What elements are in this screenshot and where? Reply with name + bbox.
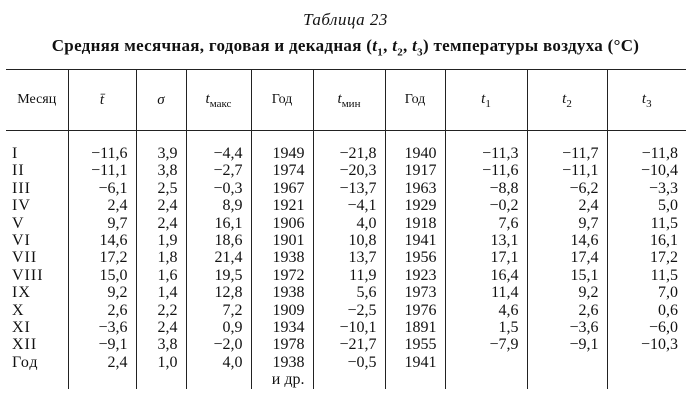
cell-tmax: 19,5 — [186, 267, 251, 284]
header-t2: $t_2$ — [527, 70, 607, 131]
cell-t2: 17,4 — [527, 249, 607, 266]
cell-year2: 1923 — [385, 267, 445, 284]
cell-tmax: 4,0 — [186, 354, 251, 371]
cell-t1: −11,3 — [445, 131, 527, 163]
cell-t2 — [527, 354, 607, 371]
cell-year1: 1967 — [251, 180, 313, 197]
title-t1: t — [372, 36, 378, 55]
title-sep2: , — [403, 36, 413, 55]
cell-t1: −7,9 — [445, 336, 527, 353]
cell-year2: 1940 — [385, 131, 445, 163]
cell-t3: −11,8 — [607, 131, 686, 163]
table-title — [0, 36, 691, 58]
cell-t1: 1,5 — [445, 319, 527, 336]
cell-tmean: 2,4 — [68, 354, 136, 371]
table-body — [6, 131, 686, 389]
cell-tmax: 12,8 — [186, 284, 251, 301]
header-sigma: σ — [136, 70, 186, 131]
cell-tmax: −0,3 — [186, 180, 251, 197]
cell-tmean: −11,1 — [68, 162, 136, 179]
cell-sigma: 2,2 — [136, 302, 186, 319]
header-t-mean: t̄ — [68, 70, 136, 131]
cell-tmin: 11,9 — [313, 267, 385, 284]
title-t2-sub: 2 — [397, 46, 404, 59]
cell-t1: −0,2 — [445, 197, 527, 214]
cell-tmean: −11,6 — [68, 131, 136, 163]
cell-sigma: 1,9 — [136, 232, 186, 249]
table-row — [6, 284, 686, 301]
title-sep1: , — [383, 36, 393, 55]
cell-t1: 17,1 — [445, 249, 527, 266]
title-t3: t — [412, 36, 418, 55]
cell-year2: 1941 — [385, 232, 445, 249]
cell-month: XI — [12, 319, 31, 337]
cell-month: III — [12, 179, 31, 197]
cell-t3: 16,1 — [607, 232, 686, 249]
table-row — [6, 336, 686, 353]
table-row — [6, 197, 686, 214]
cell-tmax: 21,4 — [186, 249, 251, 266]
cell-tmin: −10,1 — [313, 319, 385, 336]
temperature-table — [6, 69, 686, 389]
header-year-max: Год — [251, 70, 313, 131]
cell-tmin: 4,0 — [313, 215, 385, 232]
cell-t1: 16,4 — [445, 267, 527, 284]
cell-year1: 1938 — [251, 354, 313, 371]
cell-t2: 2,6 — [527, 302, 607, 319]
cell-t1: 4,6 — [445, 302, 527, 319]
cell-sigma: 2,4 — [136, 319, 186, 336]
cell-t2: −6,2 — [527, 180, 607, 197]
cell-year1: 1906 — [251, 215, 313, 232]
cell-year1: 1974 — [251, 162, 313, 179]
cell-t3: 7,0 — [607, 284, 686, 301]
header-t-max: $t_{макс}$ — [186, 70, 251, 131]
cell-month: VIII — [12, 266, 44, 284]
cell-year1: 1901 — [251, 232, 313, 249]
cell-tmin: −21,7 — [313, 336, 385, 353]
cell-sigma: 1,6 — [136, 267, 186, 284]
cell-year1: 1934 — [251, 319, 313, 336]
cell-t3: −6,0 — [607, 319, 686, 336]
cell-tmean: −9,1 — [68, 336, 136, 353]
cell-tmean: 9,2 — [68, 284, 136, 301]
cell-t2: 9,7 — [527, 215, 607, 232]
cell-tmean: −3,6 — [68, 319, 136, 336]
cell-t1 — [445, 354, 527, 371]
cell-tmean — [68, 371, 136, 388]
cell-t2: −11,7 — [527, 131, 607, 163]
cell-year1: 1938 — [251, 249, 313, 266]
cell-tmin: −0,5 — [313, 354, 385, 371]
title-prefix: Средняя месячная, годовая и декадная ( — [51, 36, 373, 55]
cell-tmax: −4,4 — [186, 131, 251, 163]
cell-tmax: −2,0 — [186, 336, 251, 353]
cell-tmax: 7,2 — [186, 302, 251, 319]
cell-t3: 5,0 — [607, 197, 686, 214]
cell-tmin: −21,8 — [313, 131, 385, 163]
table-row — [6, 180, 686, 197]
cell-month: IX — [12, 284, 31, 302]
table-row — [6, 232, 686, 249]
cell-tmax: 18,6 — [186, 232, 251, 249]
cell-year1: 1972 — [251, 267, 313, 284]
table-row — [6, 131, 686, 163]
header-t-min: $t_{мин}$ — [313, 70, 385, 131]
table-caption: Таблица 23 — [303, 10, 388, 29]
header-t3: $t_3$ — [607, 70, 686, 131]
cell-year1: и др. — [251, 371, 313, 388]
cell-sigma: 1,0 — [136, 354, 186, 371]
cell-month: Год — [12, 353, 39, 371]
cell-t1: −8,8 — [445, 180, 527, 197]
cell-month: XII — [12, 336, 38, 354]
cell-tmean: 15,0 — [68, 267, 136, 284]
cell-month: VII — [12, 249, 38, 267]
cell-year2 — [385, 371, 445, 388]
table-row — [6, 215, 686, 232]
table-row — [6, 371, 686, 388]
table-row — [6, 302, 686, 319]
cell-month: I — [12, 145, 19, 162]
cell-t2: 14,6 — [527, 232, 607, 249]
cell-sigma: 2,4 — [136, 197, 186, 214]
cell-tmin: 10,8 — [313, 232, 385, 249]
cell-month — [6, 371, 68, 388]
cell-t2: 15,1 — [527, 267, 607, 284]
cell-t1 — [445, 371, 527, 388]
cell-year1: 1921 — [251, 197, 313, 214]
cell-tmin: 13,7 — [313, 249, 385, 266]
cell-tmin: −2,5 — [313, 302, 385, 319]
cell-year2: 1955 — [385, 336, 445, 353]
cell-month: IV — [12, 197, 31, 215]
cell-t2: 2,4 — [527, 197, 607, 214]
cell-t2: −11,1 — [527, 162, 607, 179]
cell-sigma: 3,8 — [136, 336, 186, 353]
cell-year2: 1963 — [385, 180, 445, 197]
cell-year2: 1891 — [385, 319, 445, 336]
cell-tmax: 16,1 — [186, 215, 251, 232]
cell-year2: 1918 — [385, 215, 445, 232]
cell-t1: −11,6 — [445, 162, 527, 179]
cell-tmean: 9,7 — [68, 215, 136, 232]
header-row — [6, 70, 686, 131]
cell-t2 — [527, 371, 607, 388]
cell-month: V — [12, 214, 25, 232]
cell-tmin: 5,6 — [313, 284, 385, 301]
table-row — [6, 249, 686, 266]
cell-tmax — [186, 371, 251, 388]
cell-tmean: 17,2 — [68, 249, 136, 266]
cell-year2: 1956 — [385, 249, 445, 266]
cell-tmean: 2,4 — [68, 197, 136, 214]
cell-tmean: −6,1 — [68, 180, 136, 197]
cell-t2: 9,2 — [527, 284, 607, 301]
cell-t2: −9,1 — [527, 336, 607, 353]
cell-sigma: 3,8 — [136, 162, 186, 179]
table-row — [6, 162, 686, 179]
header-t1: $t_1$ — [445, 70, 527, 131]
cell-t3: −10,3 — [607, 336, 686, 353]
cell-t3: −10,4 — [607, 162, 686, 179]
cell-sigma: 1,4 — [136, 284, 186, 301]
cell-sigma: 3,9 — [136, 131, 186, 163]
cell-t1: 11,4 — [445, 284, 527, 301]
title-t1-sub: 1 — [377, 46, 384, 59]
cell-sigma: 2,4 — [136, 215, 186, 232]
cell-t3: 17,2 — [607, 249, 686, 266]
cell-year1: 1909 — [251, 302, 313, 319]
title-t2: t — [392, 36, 398, 55]
cell-tmin — [313, 371, 385, 388]
cell-tmax: 8,9 — [186, 197, 251, 214]
cell-year2: 1976 — [385, 302, 445, 319]
title-suffix: ) температуры воздуха (°С) — [422, 36, 640, 55]
cell-t1: 13,1 — [445, 232, 527, 249]
cell-month: VI — [12, 232, 31, 250]
cell-sigma — [136, 371, 186, 388]
cell-tmean: 2,6 — [68, 302, 136, 319]
cell-year1: 1938 — [251, 284, 313, 301]
cell-t3 — [607, 354, 686, 371]
cell-year2: 1917 — [385, 162, 445, 179]
header-year-min: Год — [385, 70, 445, 131]
cell-year1: 1949 — [251, 131, 313, 163]
cell-t2: −3,6 — [527, 319, 607, 336]
cell-tmax: 0,9 — [186, 319, 251, 336]
cell-month: X — [12, 301, 25, 319]
cell-sigma: 1,8 — [136, 249, 186, 266]
cell-tmax: −2,7 — [186, 162, 251, 179]
title-t3-sub: 3 — [417, 46, 423, 59]
table-row — [6, 354, 686, 371]
cell-year1: 1978 — [251, 336, 313, 353]
cell-t3: 0,6 — [607, 302, 686, 319]
cell-t3: 11,5 — [607, 215, 686, 232]
cell-sigma: 2,5 — [136, 180, 186, 197]
cell-tmin: −4,1 — [313, 197, 385, 214]
cell-tmean: 14,6 — [68, 232, 136, 249]
cell-year2: 1929 — [385, 197, 445, 214]
cell-year2: 1941 — [385, 354, 445, 371]
table-row — [6, 319, 686, 336]
header-month: Месяц — [6, 70, 68, 131]
table-row — [6, 267, 686, 284]
cell-t1: 7,6 — [445, 215, 527, 232]
cell-year2: 1973 — [385, 284, 445, 301]
cell-t3: −3,3 — [607, 180, 686, 197]
cell-t3 — [607, 371, 686, 388]
cell-tmin: −13,7 — [313, 180, 385, 197]
cell-month: II — [12, 162, 25, 180]
cell-t3: 11,5 — [607, 267, 686, 284]
cell-tmin: −20,3 — [313, 162, 385, 179]
